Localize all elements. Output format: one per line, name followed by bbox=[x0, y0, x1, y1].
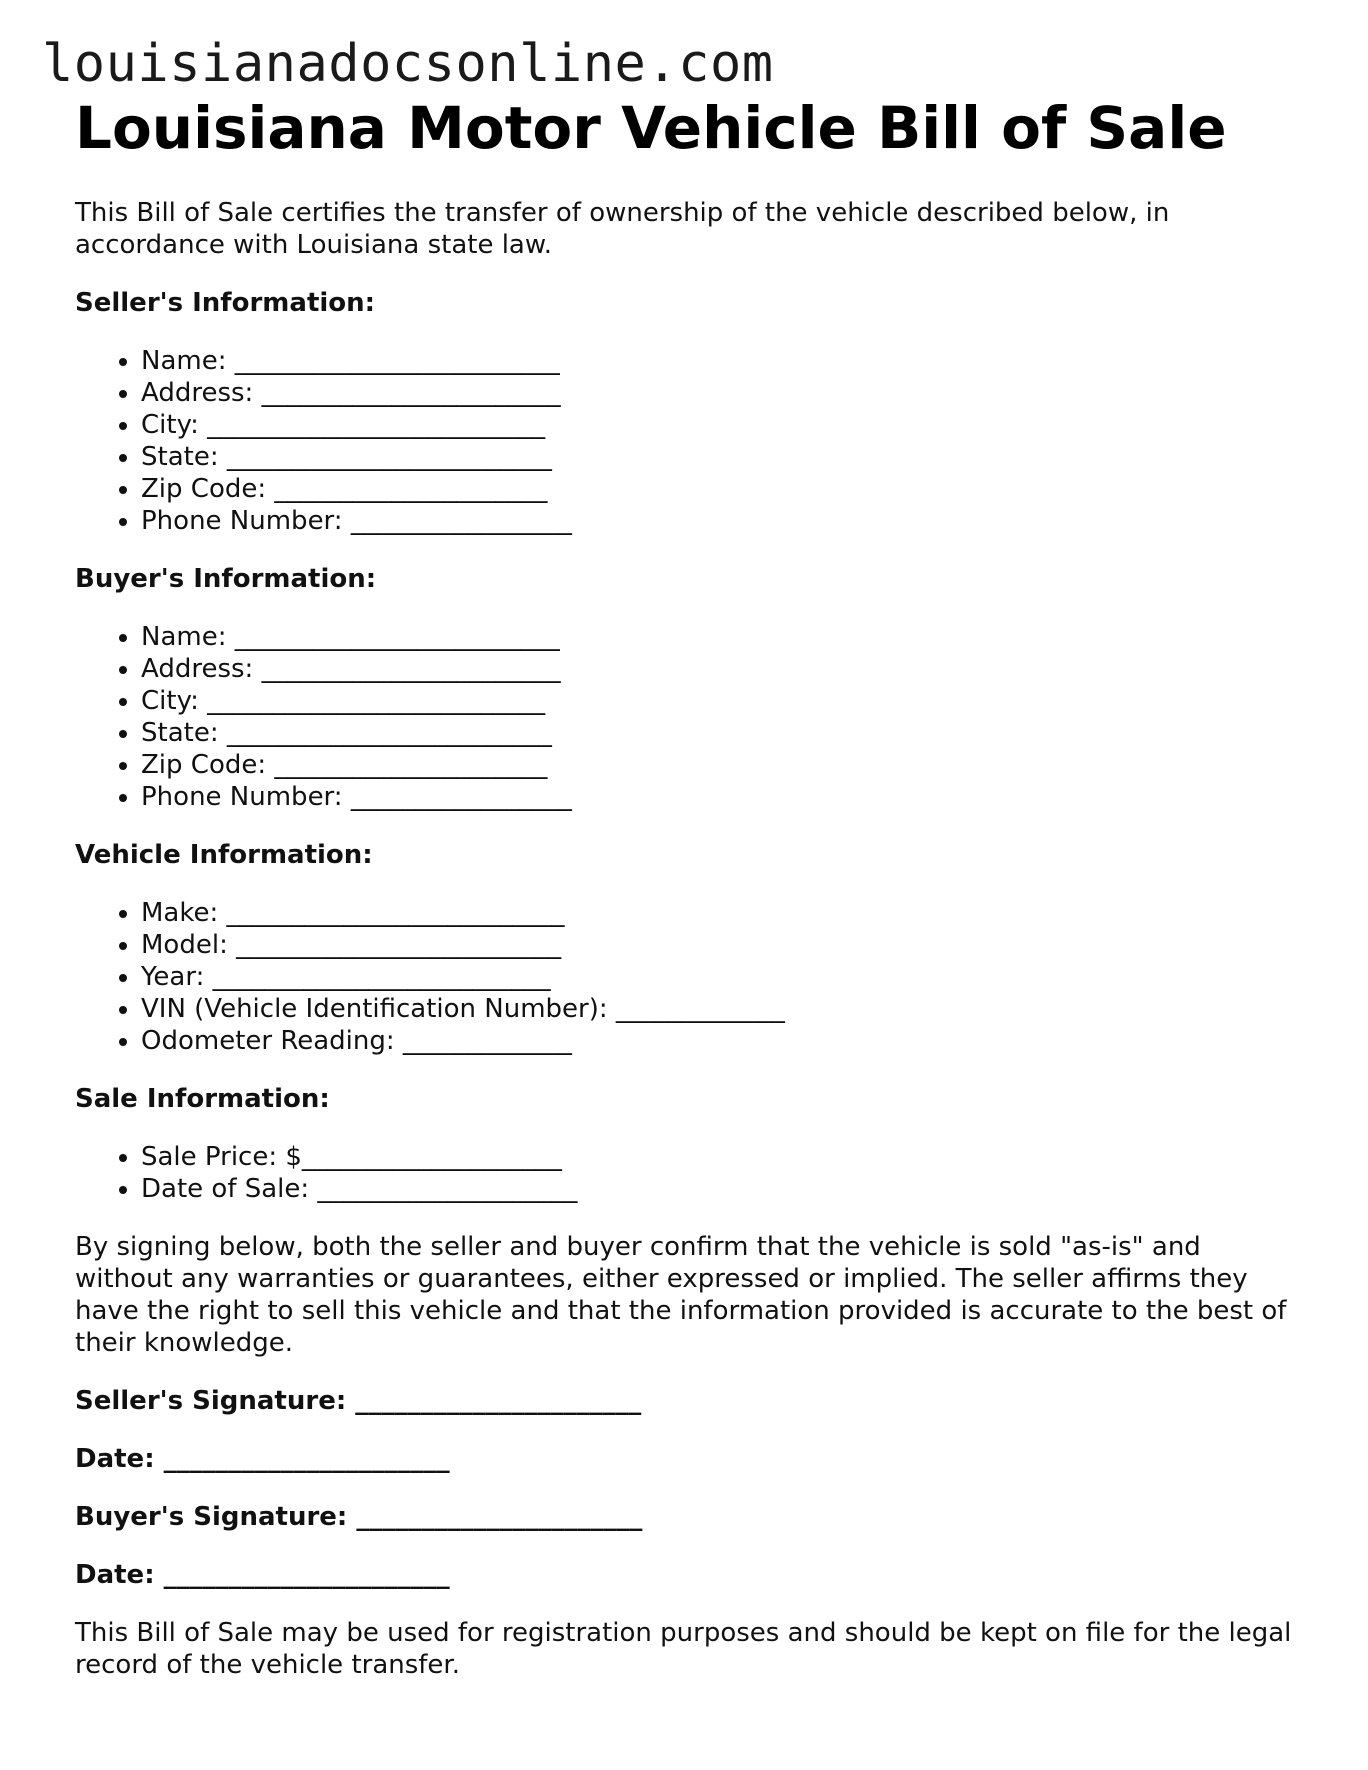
seller-city-field: • City: __________________________ bbox=[141, 409, 1295, 441]
seller-signature-line: Seller's Signature: ______________________ bbox=[75, 1386, 642, 1416]
seller-zip-field: • Zip Code: _____________________ bbox=[141, 473, 1295, 505]
vehicle-year-field: • Year: __________________________ bbox=[141, 961, 1295, 993]
closing-paragraph: This Bill of Sale may be used for registration purposes and should be kept on file for the legal record of the vehicle transfer. bbox=[75, 1618, 1292, 1680]
seller-state-field: • State: _________________________ bbox=[141, 441, 1295, 473]
sale-section-heading: Sale Information: bbox=[75, 1084, 330, 1114]
sale-info-list bbox=[75, 1141, 1295, 1205]
sale-date-field: • Date of Sale: ____________________ bbox=[141, 1173, 1295, 1205]
site-watermark: louisianadocsonline.com bbox=[42, 34, 774, 94]
vehicle-odometer-field: • Odometer Reading: _____________ bbox=[141, 1025, 1295, 1057]
buyer-city-field: • City: __________________________ bbox=[141, 685, 1295, 717]
sale-price-field: • Sale Price: $____________________ bbox=[141, 1141, 1295, 1173]
seller-section-heading: Seller's Information: bbox=[75, 288, 376, 318]
buyer-zip-field: • Zip Code: _____________________ bbox=[141, 749, 1295, 781]
document-title: Louisiana Motor Vehicle Bill of Sale bbox=[75, 94, 1227, 162]
seller-address-field: • Address: _______________________ bbox=[141, 377, 1295, 409]
seller-name-field: • Name: _________________________ bbox=[141, 345, 1295, 377]
buyer-name-field: • Name: _________________________ bbox=[141, 621, 1295, 653]
buyer-address-field: • Address: _______________________ bbox=[141, 653, 1295, 685]
vehicle-model-field: • Model: _________________________ bbox=[141, 929, 1295, 961]
buyer-info-list bbox=[75, 621, 1295, 813]
intro-paragraph: This Bill of Sale certifies the transfer of ownership of the vehicle described below, in accordance with Louisiana state law. bbox=[75, 198, 1170, 260]
document-body bbox=[75, 197, 1295, 1681]
buyer-state-field: • State: _________________________ bbox=[141, 717, 1295, 749]
as-is-statement: By signing below, both the seller and buyer confirm that the vehicle is sold "as-is" and without any warranties or guarantees, either expressed or implied. The seller affirms they have the right to sell this vehicle and that the information provided is accurate to the best of their knowledge. bbox=[75, 1232, 1287, 1358]
buyer-signature-line: Buyer's Signature: ______________________ bbox=[75, 1502, 643, 1532]
vehicle-section-heading: Vehicle Information: bbox=[75, 840, 373, 870]
vehicle-make-field: • Make: __________________________ bbox=[141, 897, 1295, 929]
buyer-phone-field: • Phone Number: _________________ bbox=[141, 781, 1295, 813]
seller-phone-field: • Phone Number: _________________ bbox=[141, 505, 1295, 537]
buyer-date-line: Date: ______________________ bbox=[75, 1560, 450, 1590]
seller-info-list bbox=[75, 345, 1295, 537]
vehicle-info-list bbox=[75, 897, 1295, 1057]
seller-date-line: Date: ______________________ bbox=[75, 1444, 450, 1474]
buyer-section-heading: Buyer's Information: bbox=[75, 564, 377, 594]
vehicle-vin-field: • VIN (Vehicle Identification Number): _____________ bbox=[141, 993, 1295, 1025]
